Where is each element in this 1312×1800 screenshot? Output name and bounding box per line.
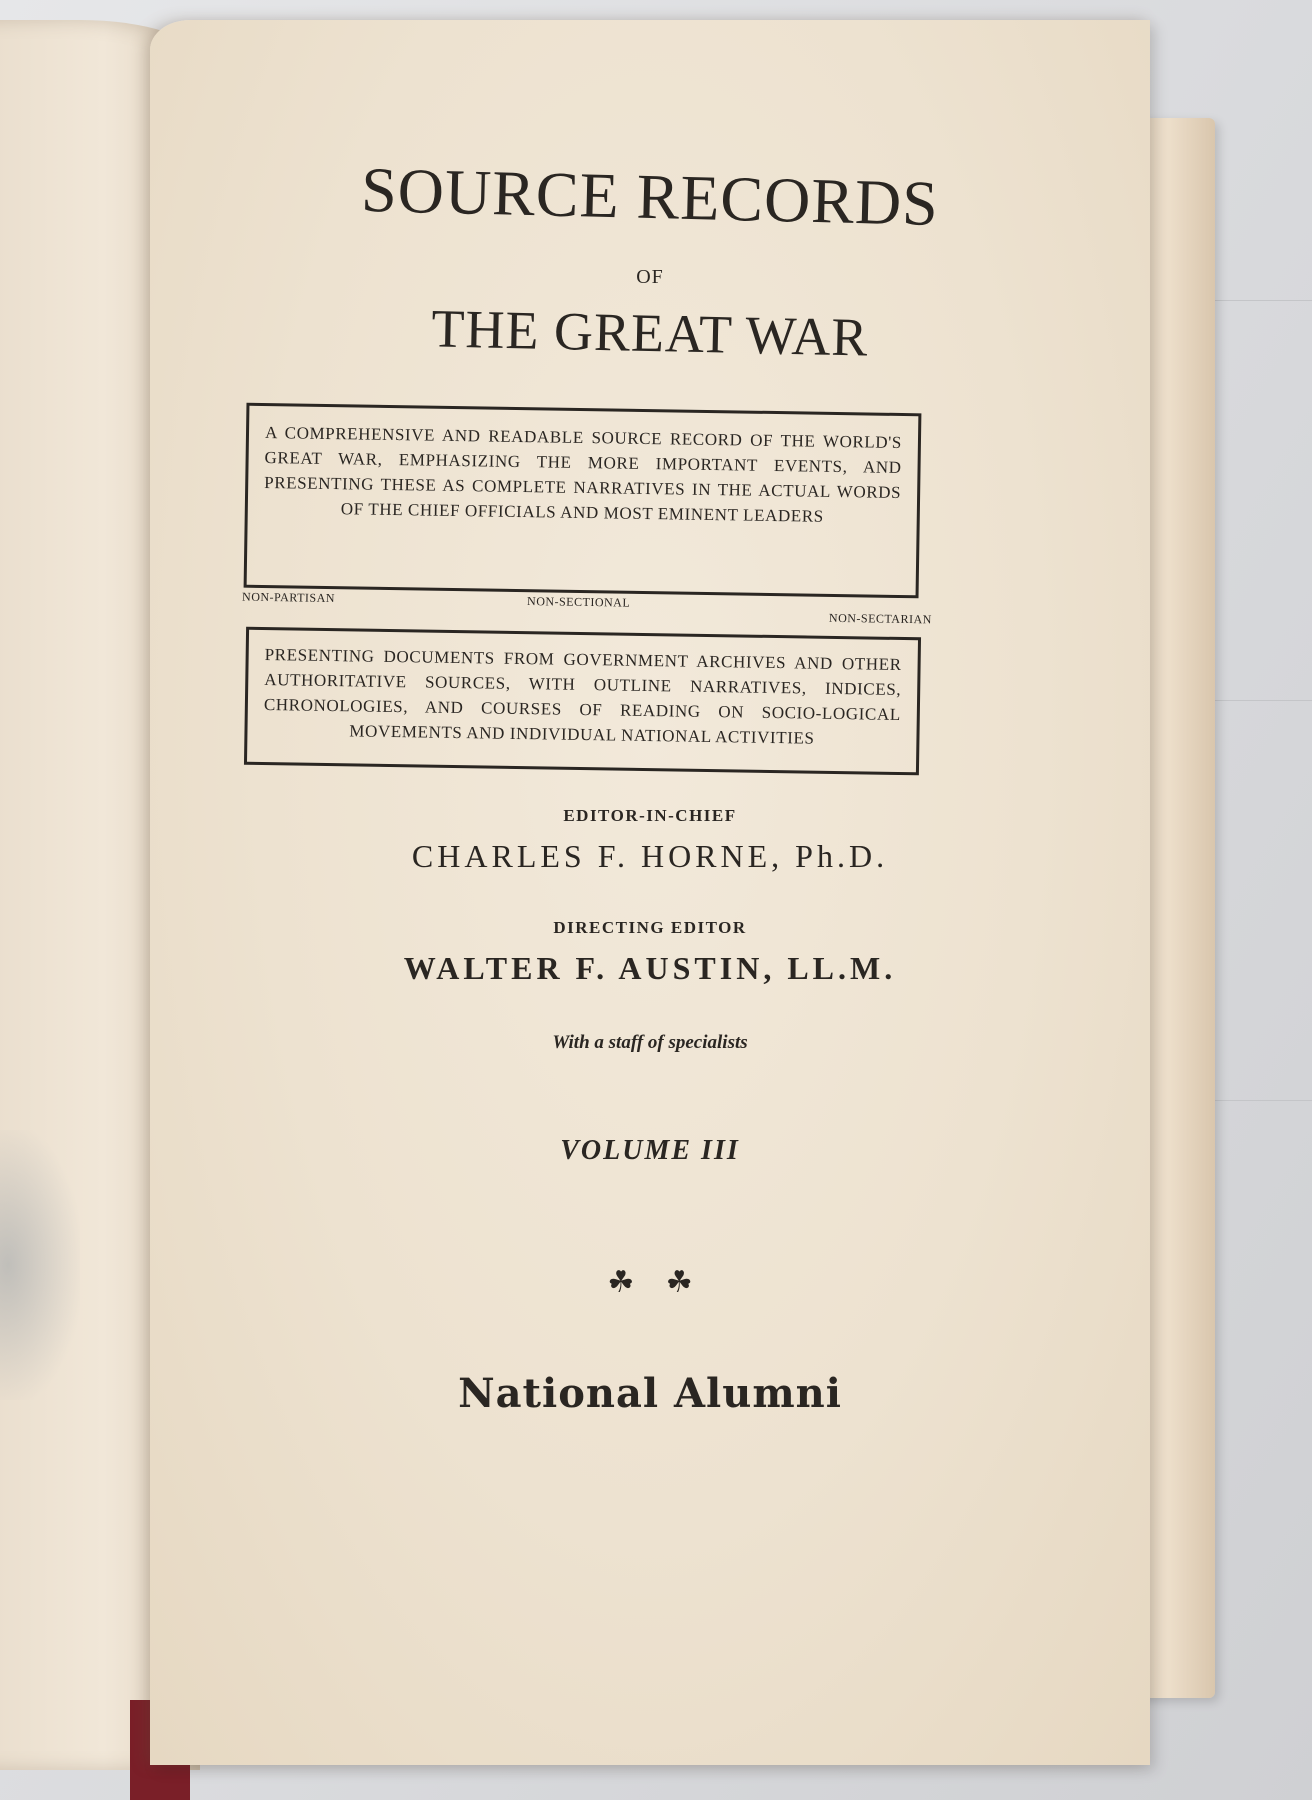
editor-name: CHARLES F. HORNE, Ph.D.: [411, 838, 889, 874]
title-connector: OF: [636, 266, 664, 288]
contents-text: PRESENTING DOCUMENTS FROM GOVERNMENT ARCHIVES AND OTHER AUTHORITATIVE SOURCES, WITH OUTLINE NARRATIVES, INDICES, CHRONOLOGIES, AND COURSES OF READING ON SOCIO-LOGICAL MOVEMENTS AND INDIVIDUAL NATIONAL ACTIVITIES: [263, 645, 902, 748]
description-text: A COMPREHENSIVE AND READABLE SOURCE RECORD OF THE WORLD'S GREAT WAR, EMPHASIZING THE MORE IMPORTANT EVENTS, AND PRESENTING THESE AS COMPLETE NARRATIVES IN THE ACTUAL WORDS OF THE CHIEF OFFICIALS AND MOST EMINENT LEADERS: [264, 423, 903, 526]
directing-editor-name: WALTER F. AUSTIN, LL.M.: [403, 950, 897, 986]
tag-non-sectional: NON-SECTIONAL: [526, 594, 631, 610]
staff-note: With a staff of specialists: [552, 1032, 748, 1053]
tag-non-partisan: NON-PARTISAN: [242, 589, 336, 606]
publisher-name: National Alumni: [458, 1370, 842, 1417]
volume-number: VOLUME III: [560, 1135, 740, 1166]
book-title: SOURCE RECORDS: [360, 153, 940, 240]
fleuron-icon: ☘: [665, 1266, 693, 1299]
tag-non-sectarian: NON-SECTARIAN: [828, 610, 932, 627]
contents-box: [244, 627, 921, 776]
ornament-row: [150, 1265, 1150, 1300]
editor-label: EDITOR-IN-CHIEF: [563, 806, 737, 825]
fleuron-icon: ☘: [607, 1266, 635, 1299]
faded-ornament: [0, 1130, 80, 1400]
directing-editor-label: DIRECTING EDITOR: [553, 918, 747, 937]
title-page: [150, 20, 1150, 1765]
description-box: [244, 403, 922, 599]
book-subtitle: THE GREAT WAR: [430, 298, 870, 368]
